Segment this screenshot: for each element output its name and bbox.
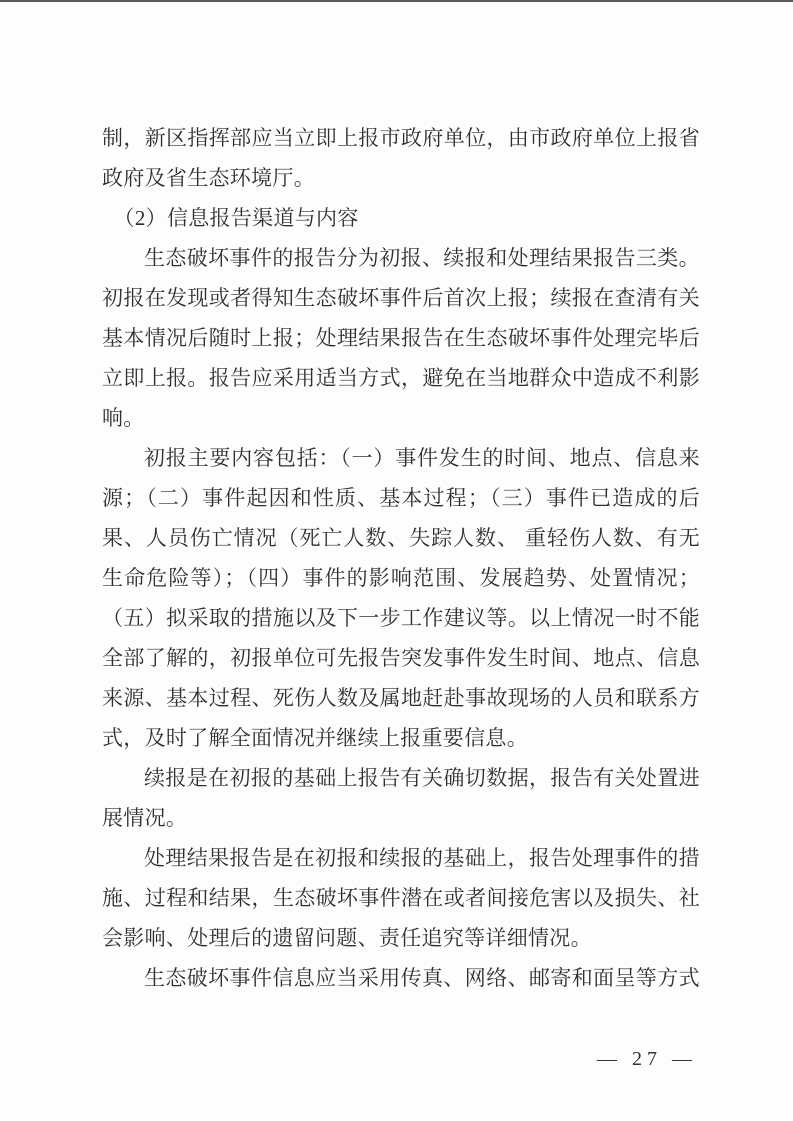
text-line: 制，新区指挥部应当立即上报市政府单位，由市政府单位上报省 bbox=[102, 126, 700, 150]
text-line: （2）信息报告渠道与内容 bbox=[113, 206, 359, 230]
text-line: （五）拟采取的措施以及下一步工作建议等。以上情况一时不能 bbox=[102, 606, 700, 630]
text-line: 续报是在初报的基础上报告有关确切数据，报告有关处置进 bbox=[144, 766, 700, 790]
text-line: 生态破坏事件的报告分为初报、续报和处理结果报告三类。 bbox=[144, 246, 700, 270]
scan-edge bbox=[0, 0, 793, 2]
document-body bbox=[102, 118, 700, 998]
text-line: 生态破坏事件信息应当采用传真、网络、邮寄和面呈等方式 bbox=[144, 966, 700, 990]
text-line: 响。 bbox=[102, 406, 145, 430]
page-number: — 27 — bbox=[597, 1048, 697, 1070]
text-line: 立即上报。报告应采用适当方式，避免在当地群众中造成不利影 bbox=[102, 366, 700, 390]
text-line: 施、过程和结果，生态破坏事件潜在或者间接危害以及损失、社 bbox=[102, 886, 700, 910]
text-line: 初报主要内容包括：（一）事件发生的时间、地点、信息来 bbox=[144, 446, 700, 470]
text-line: 源；（二）事件起因和性质、基本过程；（三）事件已造成的后 bbox=[102, 486, 700, 510]
text-line: 展情况。 bbox=[102, 806, 188, 830]
text-line: 生命危险等）；（四）事件的影响范围、发展趋势、处置情况； bbox=[102, 566, 700, 590]
text-line: 全部了解的，初报单位可先报告突发事件发生时间、地点、信息 bbox=[102, 646, 700, 670]
text-line: 会影响、处理后的遗留问题、责任追究等详细情况。 bbox=[102, 926, 592, 950]
text-line: 基本情况后随时上报；处理结果报告在生态破坏事件处理完毕后 bbox=[102, 326, 700, 350]
text-line: 式，及时了解全面情况并继续上报重要信息。 bbox=[102, 726, 528, 750]
text-line: 初报在发现或者得知生态破坏事件后首次上报；续报在查清有关 bbox=[102, 286, 700, 310]
text-line: 果、人员伤亡情况（死亡人数、失踪人数、 重轻伤人数、有无 bbox=[102, 526, 700, 550]
text-line: 来源、基本过程、死伤人数及属地赶赴事故现场的人员和联系方 bbox=[102, 686, 700, 710]
text-line: 处理结果报告是在初报和续报的基础上，报告处理事件的措 bbox=[144, 846, 700, 870]
text-line: 政府及省生态环境厅。 bbox=[102, 166, 315, 190]
